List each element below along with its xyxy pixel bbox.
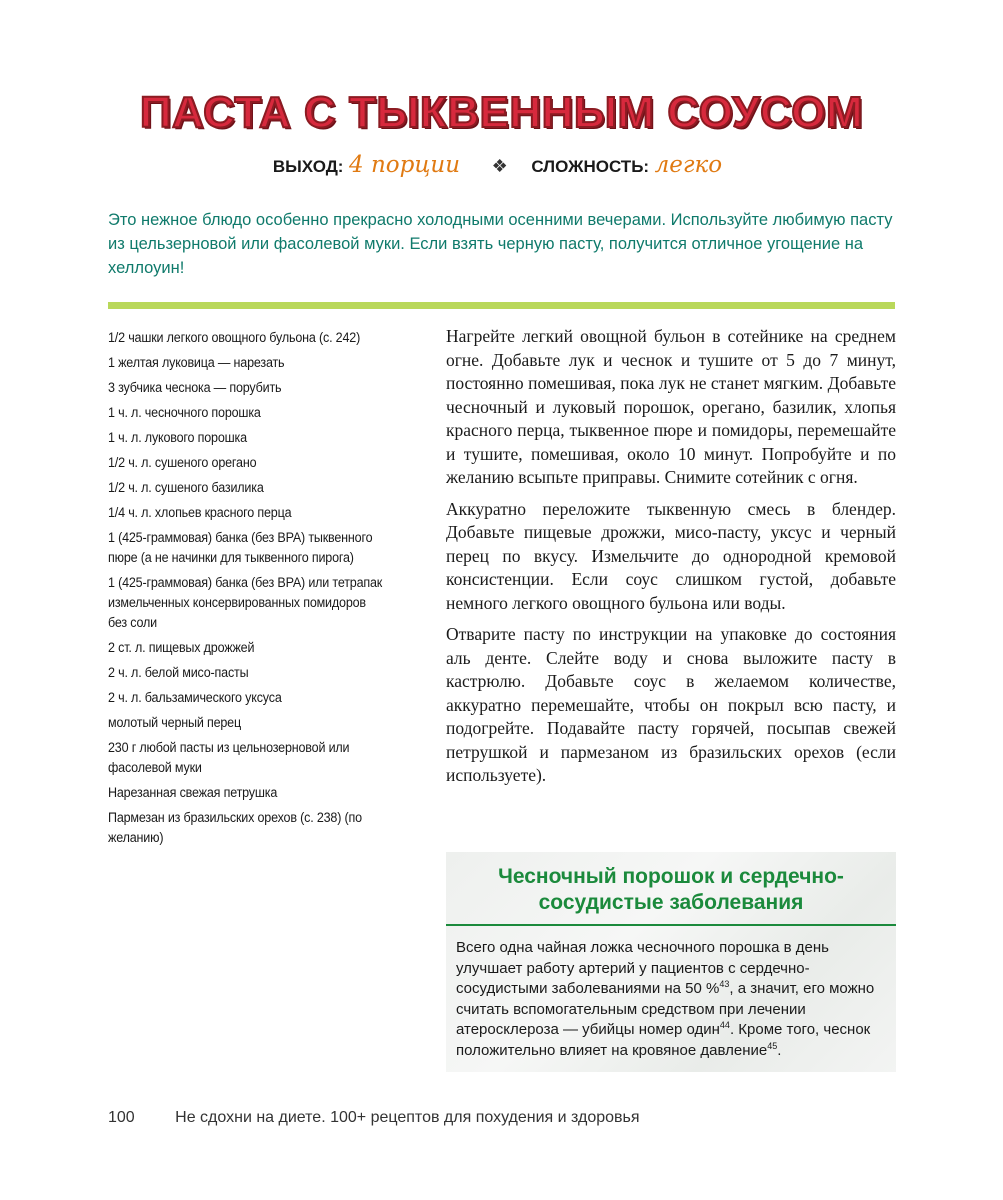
ingredient-item: 1/2 чашки легкого овощного бульона (с. 242) xyxy=(108,330,361,345)
diamond-separator-icon: ❖ xyxy=(491,156,508,176)
sidebar-text xyxy=(456,938,888,1061)
sidebar-text-part: . xyxy=(777,1041,782,1059)
difficulty-label: СЛОЖНОСТЬ: xyxy=(531,157,650,176)
footnote-ref: 44 xyxy=(719,1020,730,1030)
ingredient-item: 1/4 ч. л. хлопьев красного перца xyxy=(108,505,292,520)
ingredient-item: 1 ч. л. чесночного порошка xyxy=(108,405,261,420)
ingredient-item: 1 ч. л. лукового порошка xyxy=(108,430,247,445)
footnote-ref: 45 xyxy=(767,1040,778,1051)
ingredient-item: Пармезан из бразильских орехов (с. 238) (по желанию) xyxy=(108,810,362,845)
ingredient-item: 2 ч. л. бальзамического уксуса xyxy=(108,690,282,705)
ingredient-item: 230 г любой пасты из цельнозерновой или фасолевой муки xyxy=(108,740,350,775)
yield-label: ВЫХОД: xyxy=(272,157,344,176)
ingredient-item: 1/2 ч. л. сушеного базилика xyxy=(108,480,264,495)
ingredient-item: 2 ч. л. белой мисо-пасты xyxy=(108,665,249,680)
sidebar-text-part: , а значит, его можно считать вспомогательным средством при лечении атеросклероза — убийцы номер один xyxy=(456,980,875,1038)
ingredient-list xyxy=(108,328,408,853)
difficulty-value: легко xyxy=(654,152,723,178)
ingredient-item: 3 зубчика чеснока — порубить xyxy=(108,380,282,395)
method-steps xyxy=(446,325,896,796)
sidebar-title-line: сосудистые заболевания xyxy=(538,891,804,914)
yield-value: 4 порции xyxy=(349,152,461,178)
recipe-title: ПАСТА С ТЫКВЕННЫМ СОУСОМ xyxy=(139,88,864,137)
sidebar-title-line: Чесночный порошок и сердечно- xyxy=(498,865,844,888)
ingredient-item: 2 ст. л. пищевых дрожжей xyxy=(108,640,255,655)
sidebar-box xyxy=(446,852,896,1072)
recipe-meta xyxy=(0,152,1003,178)
section-divider xyxy=(108,302,895,309)
sidebar-title xyxy=(446,864,896,916)
footnote-ref: 43 xyxy=(719,979,730,989)
ingredient-item: 1 (425-граммовая) банка (без BPA) тыквенного пюре (а не начинки для тыквенного пирога) xyxy=(108,530,373,565)
recipe-intro: Это нежное блюдо особенно прекрасно холодными осенними вечерами. Используйте любимую пасту из цельзерновой или фасолевой муки. Если взять черную пасту, получится отличное угощение на хеллоуин! xyxy=(108,211,893,277)
sidebar-text-part: Всего одна чайная ложка чесночного порошка в день улучшает работу артерий у пациентов с сердечно-сосудистыми заболеваниями на 50 % xyxy=(456,939,830,997)
ingredient-item: Нарезанная свежая петрушка xyxy=(108,785,278,800)
ingredient-item: молотый черный перец xyxy=(108,715,241,730)
method-paragraph: Нагрейте легкий овощной бульон в сотейнике на среднем огне. Добавьте лук и чеснок и тушите от 5 до 7 минут, постоянно помешивая, пока лук не станет мягким. Добавьте чесночный и луковый порошок, орегано, базилик, хлопья красного перца, тыквенное пюре и помидоры, перемешайте и тушите, помешивая, около 10 минут. Попробуйте и по желанию всыпьте приправы. Снимите сотейник с огня. xyxy=(446,326,896,487)
ingredient-item: 1 желтая луковица — нарезать xyxy=(108,355,285,370)
sidebar-text-part: . Кроме того, чеснок положительно влияет на кровяное давление xyxy=(456,1021,871,1059)
ingredient-item: 1 (425-граммовая) банка (без BPA) или тетрапак измельченных консервированных помидоров без соли xyxy=(108,575,383,630)
page-footer xyxy=(108,1109,640,1127)
method-paragraph: Аккуратно переложите тыквенную смесь в блендер. Добавьте пищевые дрожжи, мисо-пасту, уксус и черный перец по вкусу. Измельчите до однородной кремовой консистенции. Если соус слишком густой, добавьте немного легкого овощного бульона или воды. xyxy=(446,498,896,613)
book-title: Не сдохни на диете. 100+ рецептов для похудения и здоровья xyxy=(175,1109,640,1126)
sidebar-divider xyxy=(446,924,896,926)
ingredient-item: 1/2 ч. л. сушеного орегано xyxy=(108,455,257,470)
method-paragraph: Отварите пасту по инструкции на упаковке до состояния аль денте. Слейте воду и снова выложите пасту в кастрюлю. Добавьте соус в желаемом количестве, аккуратно перемешайте, чтобы он покрыл всю пасту, и подогрейте. Подавайте пасту горячей, посыпав свежей петрушкой и пармезаном из бразильских орехов (если используете). xyxy=(446,624,896,785)
page-number: 100 xyxy=(108,1109,135,1126)
